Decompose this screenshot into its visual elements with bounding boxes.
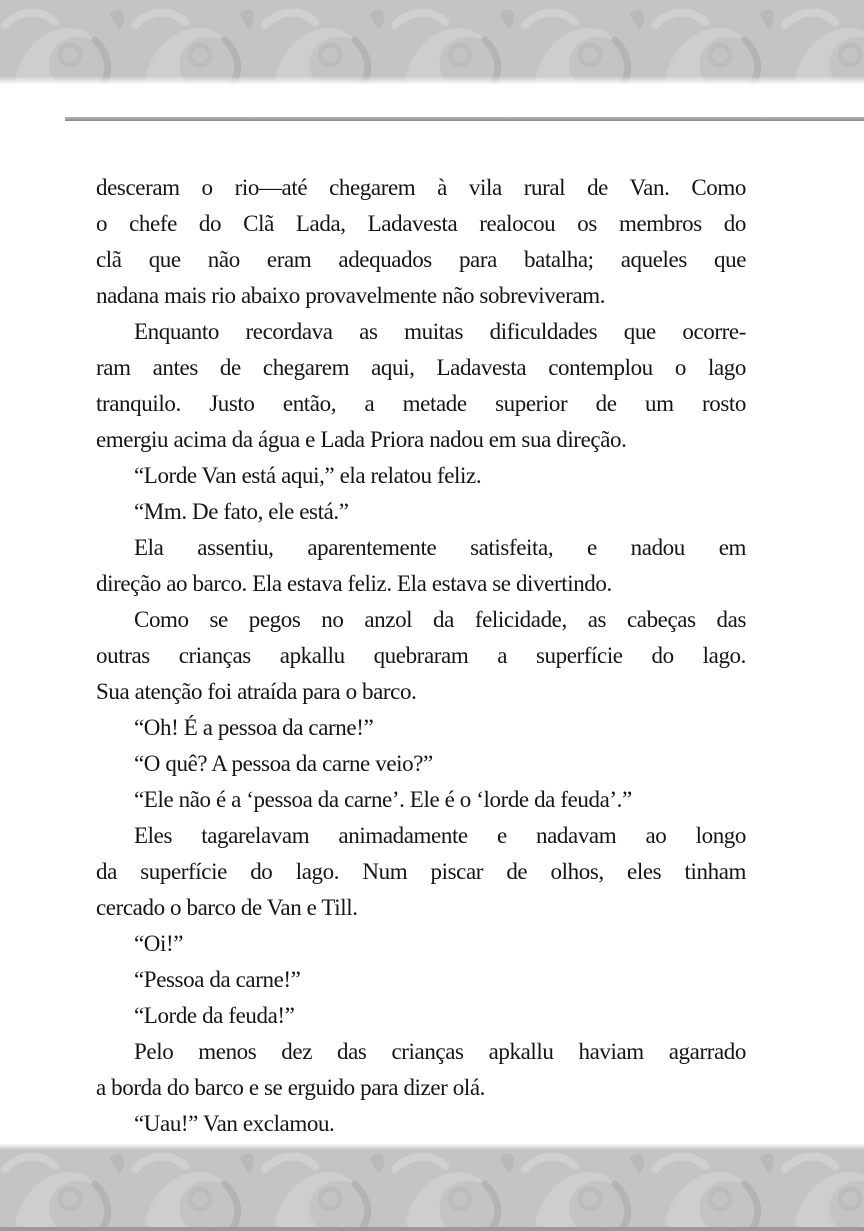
- text-line: o chefe do Clã Lada, Ladavesta realocou os membros do: [96, 211, 746, 236]
- paragraph: [96, 314, 746, 458]
- paragraph: [96, 494, 746, 530]
- damask-ornament-icon: [0, 1144, 864, 1231]
- bottom-ornament-band: [0, 1144, 864, 1231]
- text-line: Como se pegos no anzol da felicidade, as cabeças das: [134, 607, 746, 632]
- paragraph: [96, 998, 746, 1034]
- paragraph: [96, 710, 746, 746]
- header-rule: [65, 117, 864, 121]
- paragraph: [96, 962, 746, 998]
- paragraph: [96, 170, 746, 314]
- paragraph: [96, 746, 746, 782]
- text-line: “Ele não é a ‘pessoa da carne’. Ele é o ‘lorde da feuda’.”: [134, 787, 632, 812]
- text-line: “Pessoa da carne!”: [134, 967, 301, 992]
- text-line: ram antes de chegarem aqui, Ladavesta contemplou o lago: [96, 355, 746, 380]
- damask-ornament-icon: [0, 0, 864, 84]
- text-line: Eles tagarelavam animadamente e nadavam ao longo: [134, 823, 746, 848]
- text-line: Ela assentiu, aparentemente satisfeita, e nadou em: [134, 535, 746, 560]
- text-line: a borda do barco e se erguido para dizer olá.: [96, 1075, 486, 1100]
- text-line: emergiu acima da água e Lada Priora nadou em sua direção.: [96, 427, 627, 452]
- text-line: clã que não eram adequados para batalha; aqueles que: [96, 247, 746, 272]
- text-line: tranquilo. Justo então, a metade superior de um rosto: [96, 391, 746, 416]
- page-text: [96, 170, 746, 1142]
- text-line: Enquanto recordava as muitas dificuldades que ocorre-: [134, 319, 746, 344]
- paragraph: [96, 818, 746, 926]
- text-line: cercado o barco de Van e Till.: [96, 895, 358, 920]
- text-line: nadana mais rio abaixo provavelmente não sobreviveram.: [96, 283, 606, 308]
- paragraph: [96, 602, 746, 710]
- text-line: desceram o rio—até chegarem à vila rural de Van. Como: [96, 175, 746, 200]
- text-line: “Lorde da feuda!”: [134, 1003, 295, 1028]
- text-line: “Oi!”: [134, 931, 184, 956]
- paragraph: [96, 530, 746, 602]
- paragraph: [96, 782, 746, 818]
- paragraph: [96, 458, 746, 494]
- paragraph: [96, 1034, 746, 1106]
- text-line: da superfície do lago. Num piscar de olhos, eles tinham: [96, 859, 746, 884]
- text-line: “Oh! É a pessoa da carne!”: [134, 715, 374, 740]
- top-ornament-band: [0, 0, 864, 84]
- text-line: “Mm. De fato, ele está.”: [134, 499, 349, 524]
- text-line: Sua atenção foi atraída para o barco.: [96, 679, 417, 704]
- text-line: outras crianças apkallu quebraram a superfície do lago.: [96, 643, 746, 668]
- text-line: direção ao barco. Ela estava feliz. Ela estava se divertindo.: [96, 571, 612, 596]
- paragraph: [96, 926, 746, 962]
- text-line: “O quê? A pessoa da carne veio?”: [134, 751, 433, 776]
- text-line: “Lorde Van está aqui,” ela relatou feliz.: [134, 463, 482, 488]
- text-line: “Uau!” Van exclamou.: [134, 1111, 335, 1136]
- text-line: Pelo menos dez das crianças apkallu haviam agarrado: [134, 1039, 746, 1064]
- paragraph: [96, 1106, 746, 1142]
